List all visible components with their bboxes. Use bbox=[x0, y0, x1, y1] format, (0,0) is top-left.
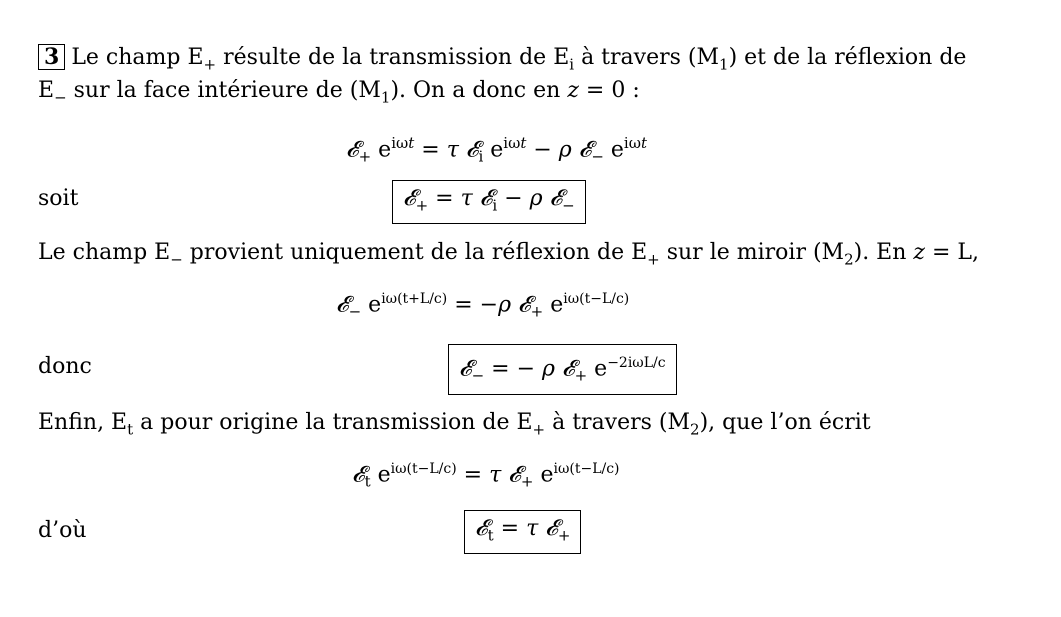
result-2-exponent: −2iωL/c bbox=[607, 355, 666, 371]
paragraph-1-line-1 bbox=[38, 44, 966, 77]
equation-1: 𝓔$_+$ $e^{i\omega t} = \tau$ 𝓔$_i$ $e^{i\omega t} - \rho$ 𝓔$_-$ $e^{i\omega t}$ bbox=[346, 134, 647, 166]
equation-2-lhs-exponent: iω(t+L/c) bbox=[381, 291, 448, 307]
equation-2-rhs-exponent: iω(t−L/c) bbox=[563, 291, 630, 307]
result-1-label: soit bbox=[38, 186, 79, 211]
paragraph-3: Enfin, $E_t$ a pour origine la transmission de $E_+$ à travers $(M_2)$, que l’on écrit bbox=[38, 410, 871, 439]
paragraph-1-text-1: Le champ $E_+$ résulte de la transmission de $E_i$ à travers $(M_1)$ et de la réflexion de bbox=[71, 45, 967, 74]
paragraph-1-line-2: $E_-$ sur la face intérieure de $(M_1)$. On a donc en z = 0 : bbox=[38, 78, 640, 107]
result-3-boxed-formula: 𝓔$_t$ = τ 𝓔$_+$ bbox=[464, 510, 581, 554]
equation-3: 𝓔$_t$ $e^{i\omega(t-L/c)} = \tau$ 𝓔$_+$ $e^{i\omega(t-L/c)}$ bbox=[352, 461, 620, 491]
exercise-number: 3 bbox=[38, 44, 65, 70]
paragraph-2: Le champ $E_-$ provient uniquement de la réflexion de $E_+$ sur le miroir $(M_2)$. En z = L, bbox=[38, 240, 980, 269]
equation-3-rhs-exponent: iω(t−L/c) bbox=[553, 461, 620, 477]
equation-2: 𝓔$_-$ $e^{i\omega(t+L/c)} = -\rho$ 𝓔$_+$ $e^{i\omega(t-L/c)}$ bbox=[336, 291, 630, 321]
result-1-boxed-formula: 𝓔$_+$ = τ 𝓔$_i$ − ρ 𝓔$_-$ bbox=[392, 180, 586, 224]
result-2-boxed-formula: 𝓔$_-$ = − ρ 𝓔$_+$ $e^{-2i\omega L/c}$ bbox=[448, 344, 677, 395]
result-3-label: d’où bbox=[38, 518, 87, 543]
equation-3-lhs-exponent: iω(t−L/c) bbox=[390, 461, 457, 477]
result-2-label: donc bbox=[38, 354, 92, 379]
